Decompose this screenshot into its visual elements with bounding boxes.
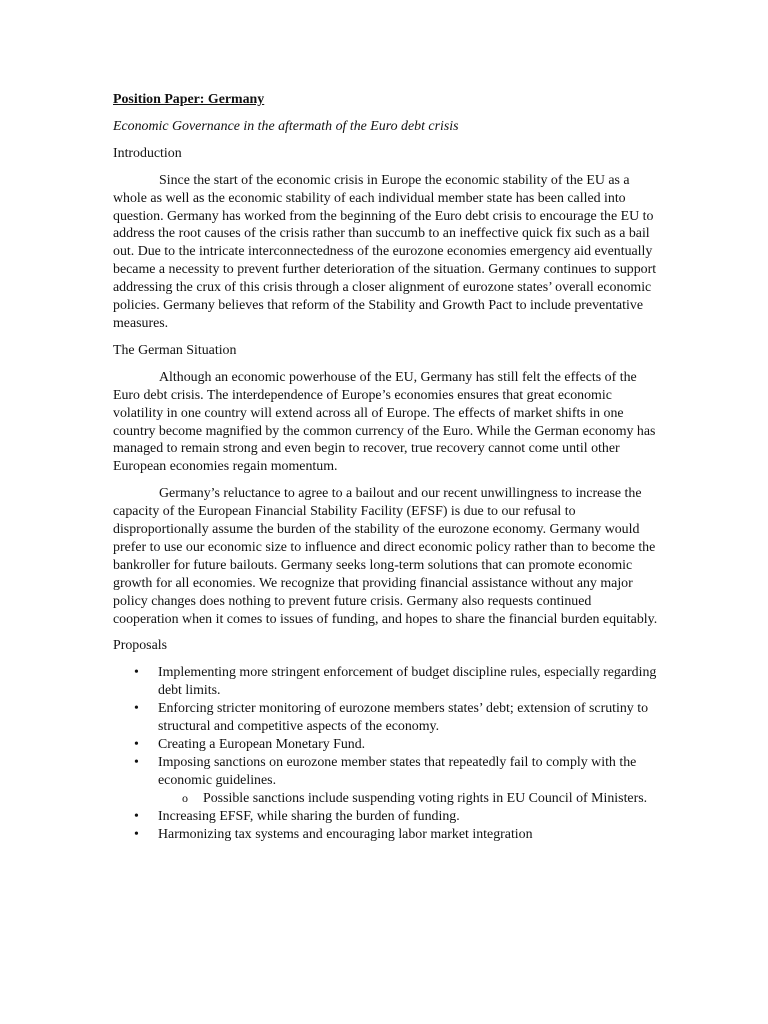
bullet-icon: • — [134, 701, 139, 717]
list-item — [113, 826, 658, 844]
list-item-text: Implementing more stringent enforcement of budget discipline rules, especially regarding debt limits. — [158, 665, 657, 699]
proposals-list — [113, 664, 658, 843]
document-page — [113, 91, 658, 843]
bullet-icon: • — [134, 826, 139, 842]
list-item — [113, 808, 658, 826]
list-item — [113, 754, 658, 808]
list-item — [113, 736, 658, 754]
list-item-text: Imposing sanctions on eurozone member states that repeatedly fail to comply with the economic guidelines. — [158, 754, 637, 788]
sub-list-item — [113, 790, 658, 808]
list-item-text: Enforcing stricter monitoring of eurozone members states’ debt; extension of scrutiny to structural and competitive aspects of the economy. — [158, 701, 649, 735]
paragraph-german-situation-1: Although an economic powerhouse of the EU, Germany has still felt the effects of the Euro debt crisis. The interdependence of Europe’s economies ensures that great economic volatility in one country will extend across all of Europe. The effects of market shifts in one country become magnified by the common currency of the Euro. While the German economy has managed to remain strong and even begin to recover, true recovery cannot come until other European economies regain momentum. — [113, 369, 656, 475]
bullet-icon: • — [134, 808, 139, 824]
bullet-icon: • — [134, 737, 139, 752]
list-item — [113, 664, 658, 700]
circle-bullet-icon: o — [182, 790, 188, 805]
bullet-icon: • — [134, 665, 139, 681]
list-item — [113, 700, 658, 736]
document-subtitle: Economic Governance in the aftermath of the Euro debt crisis — [113, 118, 459, 134]
sub-list-item-text: Possible sanctions include suspending voting rights in EU Council of Ministers. — [203, 790, 648, 806]
section-heading-introduction: Introduction — [113, 145, 182, 161]
list-item-text: Harmonizing tax systems and encouraging labor market integration — [158, 826, 533, 842]
document-title: Position Paper: Germany — [113, 92, 265, 107]
section-heading-german-situation: The German Situation — [113, 342, 237, 358]
paragraph-german-situation-2: Germany’s reluctance to agree to a bailout and our recent unwillingness to increase the capacity of the European Financial Stability Facility (EFSF) is due to our refusal to disproportionally assume the burden of the stability of the eurozone economy. Germany would prefer to use our economic size to influence and direct economic policy rather than to become the bankroller for future bailouts. Germany seeks long-term solutions that can promote economic growth for all economies. We recognize that providing financial assistance without any major policy changes does nothing to prevent future crisis. Germany also requests continued cooperation when it comes to issues of funding, and hopes to share the financial burden equitably. — [113, 486, 658, 627]
list-item-text: Increasing EFSF, while sharing the burden of funding. — [158, 808, 460, 824]
list-item-text: Creating a European Monetary Fund. — [158, 737, 366, 752]
paragraph-introduction: Since the start of the economic crisis in Europe the economic stability of the EU as a whole as well as the economic stability of each individual member state has been called into question. Germany has worked from the beginning of the Euro debt crisis to encourage the EU to address the root causes of the crisis rather than succumb to an ineffective quick fix such as a bail out. Due to the intricate interconnectedness of the eurozone economies emergency aid eventually became a necessity to prevent further deterioration of the situation. Germany continues to support addressing the crux of this crisis through a closer alignment of eurozone states’ overall economic policies. Germany believes that reform of the Stability and Growth Pact to include preventative measures. — [113, 172, 657, 331]
bullet-icon: • — [134, 754, 139, 770]
section-heading-proposals: Proposals — [113, 638, 168, 654]
sub-list — [158, 790, 658, 808]
